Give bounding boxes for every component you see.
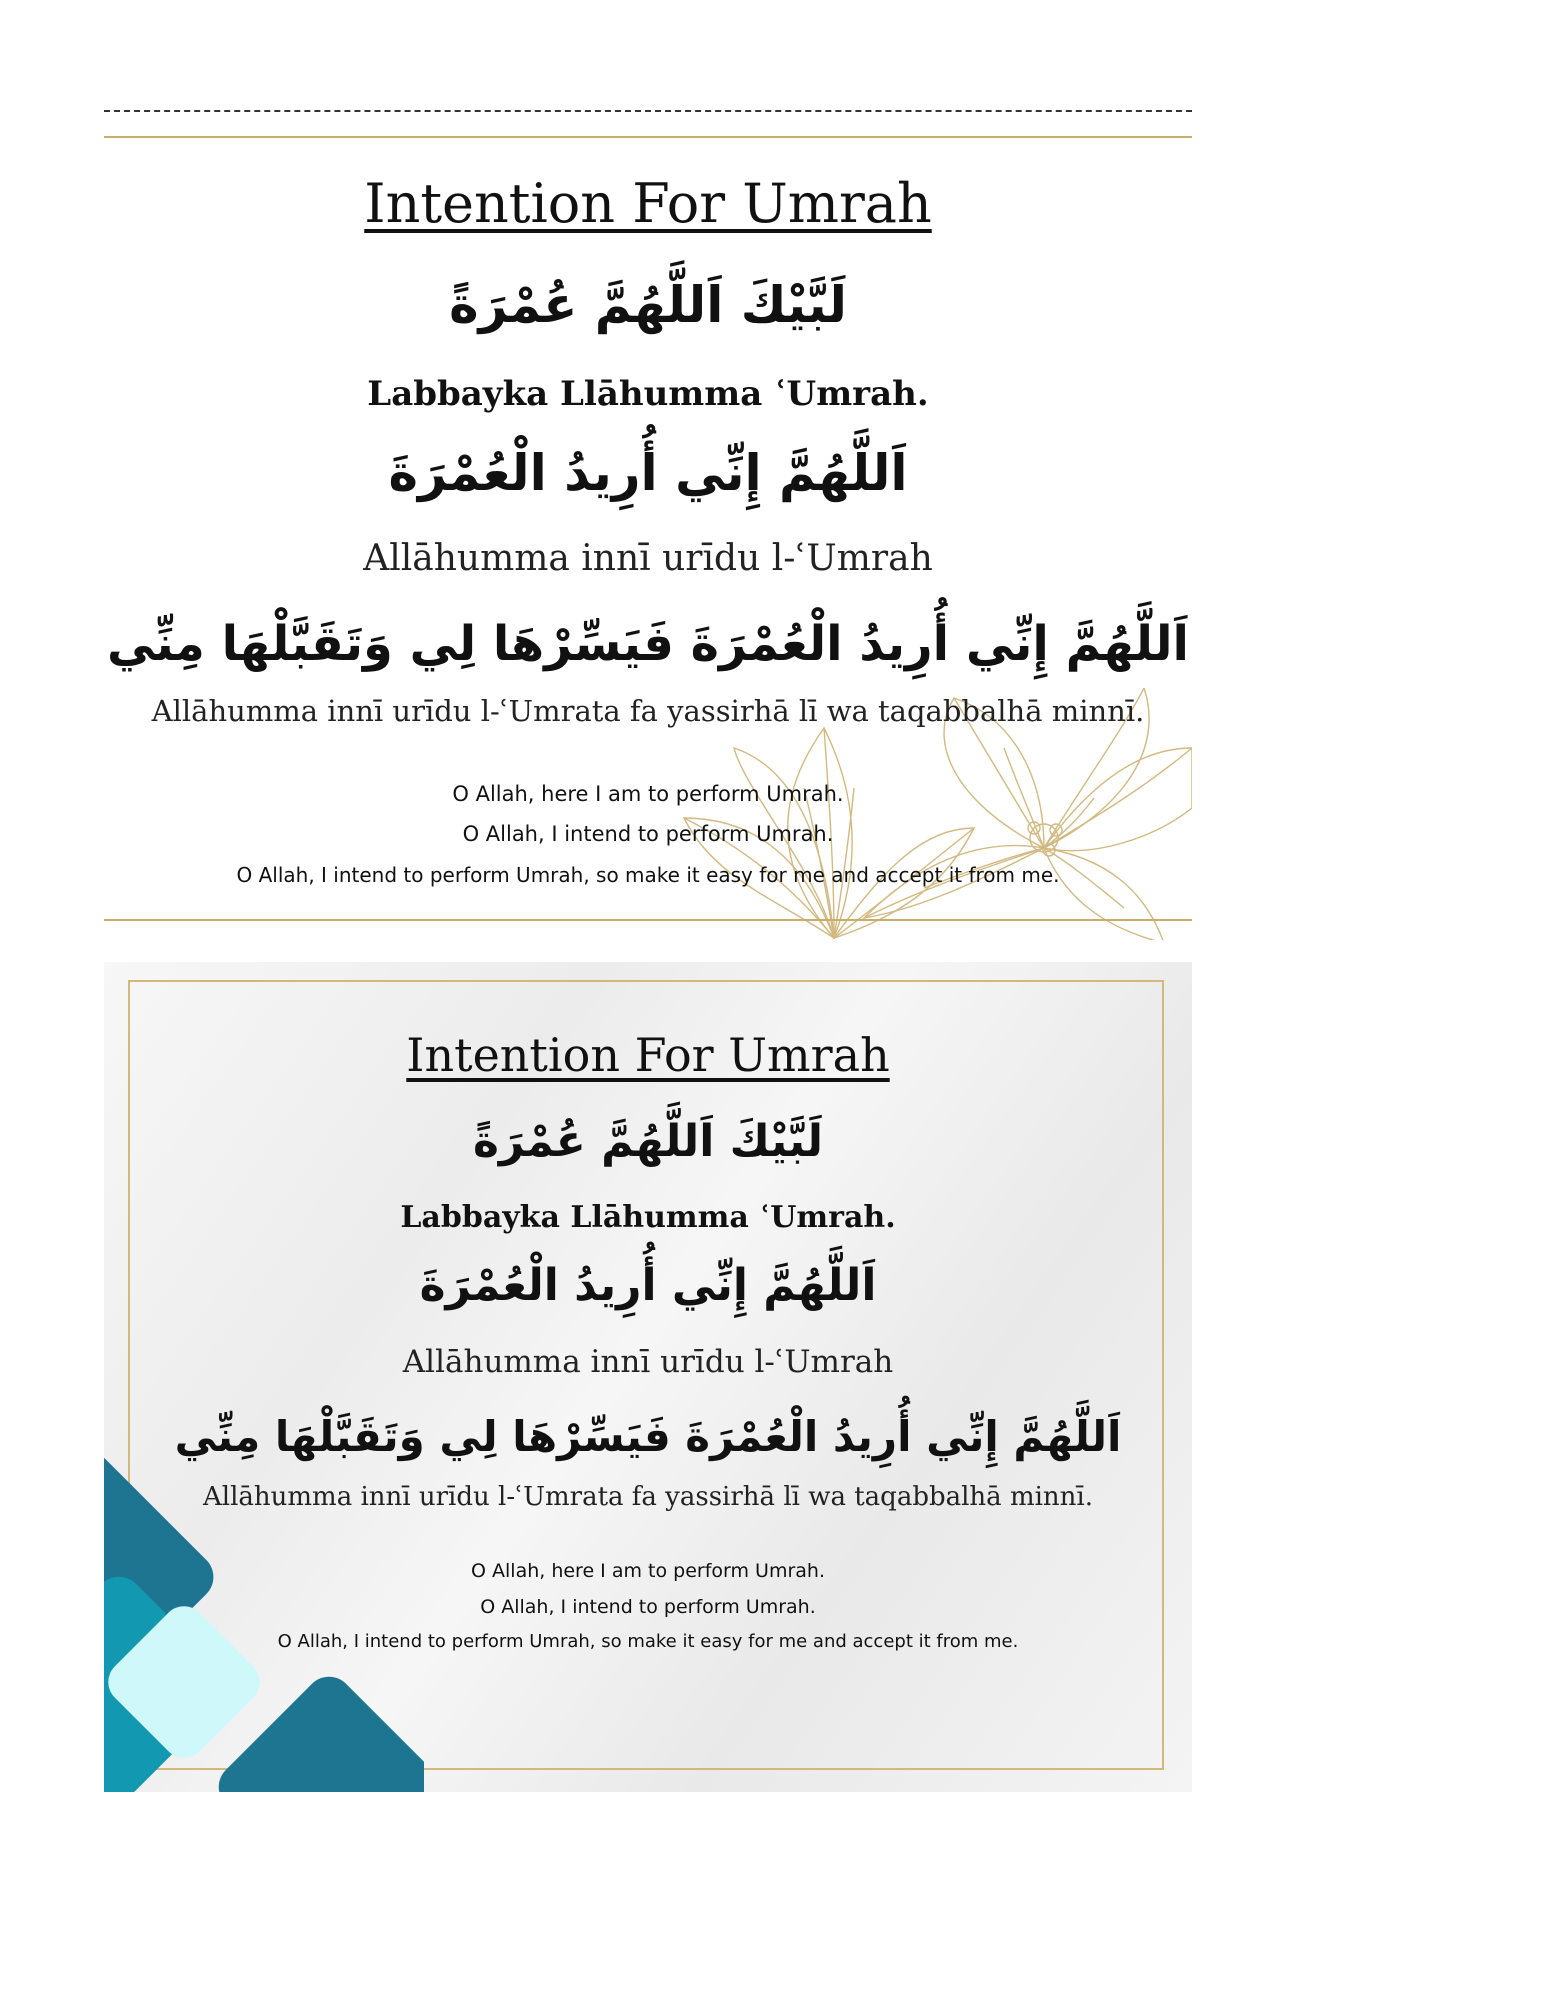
arabic-line-3: اَللَّهُمَّ إِنِّي أُرِيدُ الْعُمْرَةَ فَيَسِّرْهَا لِي وَتَقَبَّلْهَا مِنِّي (107, 616, 1189, 672)
transliteration-line-3: Allāhumma innī urīdu l-ʿUmrata fa yassirhā lī wa taqabbalhā minnī. (203, 1482, 1093, 1512)
arabic-line-2: اَللَّهُمَّ إِنِّي أُرِيدُ الْعُمْرَةَ (388, 444, 908, 502)
card-title: Intention For Umrah (406, 1028, 890, 1082)
arabic-line-3: اَللَّهُمَّ إِنِّي أُرِيدُ الْعُمْرَةَ فَيَسِّرْهَا لِي وَتَقَبَّلْهَا مِنِّي (174, 1412, 1122, 1461)
top-gold-rule (104, 136, 1192, 138)
card-title: Intention For Umrah (364, 172, 932, 235)
transliteration-line-1: Labbayka Llāhumma ʿUmrah. (367, 374, 929, 414)
transliteration-line-1: Labbayka Llāhumma ʿUmrah. (400, 1200, 896, 1235)
english-translation-2: O Allah, I intend to perform Umrah. (462, 822, 834, 846)
english-translation-1: O Allah, here I am to perform Umrah. (471, 1560, 825, 1582)
english-translation-1: O Allah, here I am to perform Umrah. (452, 782, 844, 806)
dashed-cut-line (104, 110, 1192, 112)
english-translation-3: O Allah, I intend to perform Umrah, so make it easy for me and accept it from me. (277, 1631, 1019, 1652)
transliteration-line-2: Allāhumma innī urīdu l-ʿUmrah (363, 538, 933, 579)
umrah-card-gold-flowers (104, 128, 1192, 940)
arabic-line-1: لَبَّيْكَ اَللَّهُمَّ عُمْرَةً (472, 1116, 824, 1167)
transliteration-line-3: Allāhumma innī urīdu l-ʿUmrata fa yassirhā lī wa taqabbalhā minnī. (151, 694, 1145, 728)
english-translation-2: O Allah, I intend to perform Umrah. (480, 1596, 816, 1618)
arabic-line-1: لَبَّيْكَ اَللَّهُمَّ عُمْرَةً (449, 276, 847, 334)
umrah-card-teal-shapes (104, 962, 1192, 1792)
transliteration-line-2: Allāhumma innī urīdu l-ʿUmrah (402, 1344, 894, 1380)
english-translation-3: O Allah, I intend to perform Umrah, so make it easy for me and accept it from me. (236, 863, 1060, 887)
arabic-line-2: اَللَّهُمَّ إِنِّي أُرِيدُ الْعُمْرَةَ (419, 1260, 877, 1311)
